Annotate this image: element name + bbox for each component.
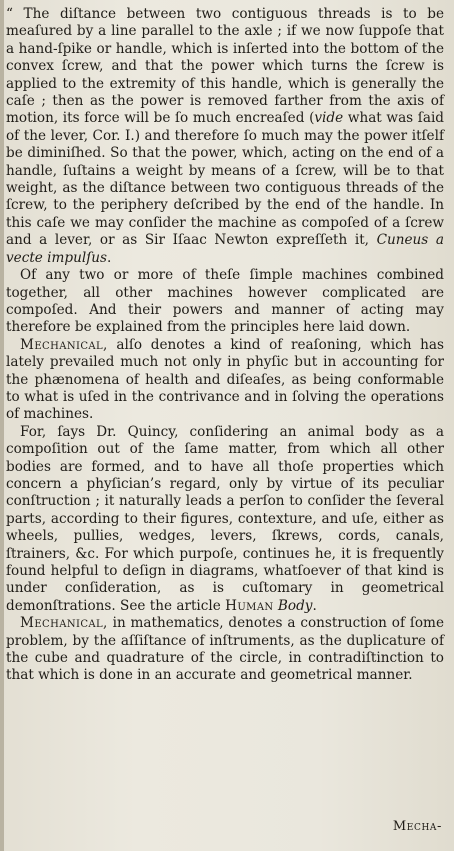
catchword: Mecha- bbox=[392, 819, 442, 834]
entry-heading: Mechanical, bbox=[20, 336, 108, 353]
italic-run: vide bbox=[314, 110, 344, 127]
text-run: . bbox=[106, 249, 112, 266]
text-run: . bbox=[312, 597, 317, 614]
paragraph-mechanical-reasoning bbox=[6, 337, 444, 424]
text-run: in mathematics, denotes a construction of ſome problem, by the aſſiſtance of inſtruments, as the duplicature of the cube and quadrature of the circle, in contradiſtinction to that which is done in an accurate and geometrical manner. bbox=[6, 615, 444, 684]
text-run: For, ſays Dr. Quincy, conſidering an animal body as a compoſition out of the ſame matter, from which all other bodies are formed, and to have all thoſe properties which concern a phyſician’s regard, only by virtue of its peculiar conſtruction ; it naturally leads a perſon to conſider the ſeveral parts, according to their figures, contexture, and uſe, either as wheels, pullies, wedges, levers, ſkrews, cords, canals, ſtrainers, &c. For which purpoſe, continues he, it is frequently found helpful to deſign in diagrams, whatſoever of that kind is under conſideration, as is cuſtomary in geometrical demonſtrations. See the article bbox=[6, 423, 444, 614]
text-run: what was ſaid of the lever, Cor. I.) and therefore ſo much may the power itſelf be diminiſhed. So that the power, which, acting on the end of a handle, ſuſtains a weight by means of a ſcrew, will be to that weight, as the diſtance between two contiguous threads of the ſcrew, to the periphery deſcribed by the end of the handle. In this caſe we may conſider the machine as compoſed of a ſcrew and a lever, or as Sir Iſaac Newton expreſſeth it, bbox=[6, 110, 444, 249]
text-run: “ The diſtance between two contiguous threads is to be meaſured by a line parallel to the axle ; if we now ſuppoſe that a hand-ſpike or handle, which is inſerted into the bottom of the convex ſcrew, and that the power which turns the ſcrew is applied to the extremity of this handle, which is generally the caſe ; then as the power is removed farther from the axis of motion, its force will be ſo much encreaſed ( bbox=[6, 6, 444, 127]
italic-run: Body bbox=[277, 597, 313, 614]
paragraph-screw bbox=[6, 6, 444, 267]
text-run: alſo denotes a kind of reaſoning, which has lately prevailed much not only in phyſic but in accounting for the phænomena of health and diſeaſes, as being conformable to what is uſed in the contrivance and in ſolving the operations of machines. bbox=[6, 336, 444, 423]
paragraph-quincy bbox=[6, 424, 444, 615]
paragraph-mechanical-mathematics bbox=[6, 615, 444, 685]
cross-reference: Human bbox=[225, 597, 274, 614]
paragraph-compound-machines: Of any two or more of theſe ſimple machines combined together, all other machines however complicated are compoſed. And their powers and manner of acting may therefore be explained from the principles here laid down. bbox=[6, 267, 444, 336]
entry-heading: Mechanical, bbox=[20, 615, 108, 632]
italic-quote: Cuneus a vecte impulſus bbox=[6, 232, 444, 266]
